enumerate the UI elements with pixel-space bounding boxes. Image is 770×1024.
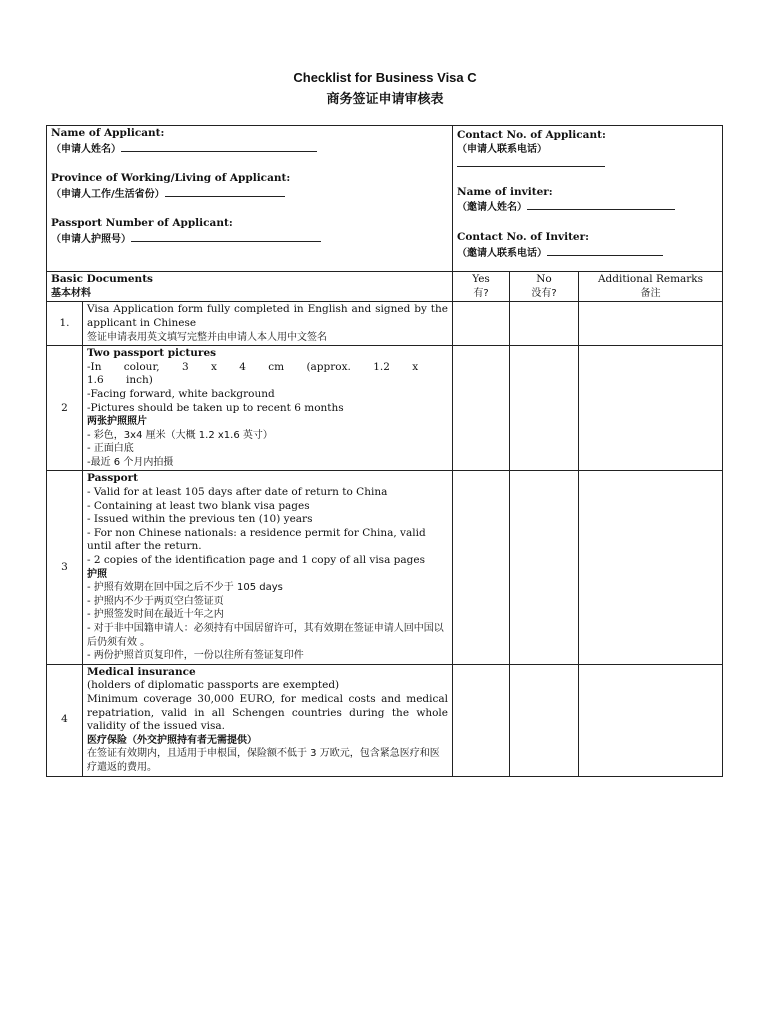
row-title: Two passport pictures <box>87 347 217 360</box>
row-title: Medical insurance <box>87 665 196 678</box>
row-text-line: (holders of diplomatic passports are exempted) <box>87 679 340 692</box>
header-no <box>510 272 579 302</box>
row-description <box>83 471 453 664</box>
table-row <box>47 664 723 776</box>
contact-applicant-label: Contact No. of Applicant: <box>457 129 606 141</box>
row-title-zh: 两张护照照片 <box>87 416 147 428</box>
row-text-line: - 2 copies of the identification page and 1 copy of all visa pages <box>87 554 425 567</box>
row-text-line-zh: - 护照内不少于两页空白签证页 <box>87 595 224 607</box>
name-of-applicant-label: Name of Applicant: <box>51 127 165 139</box>
row-title-zh: 医疗保险（外交护照持有者无需提供） <box>87 734 257 746</box>
passport-number-blank[interactable] <box>131 231 321 242</box>
row-title: Passport <box>87 472 138 485</box>
row-text-line-zh: -最近 6 个月内拍摄 <box>87 456 174 468</box>
row-text-line-zh: - 对于非中国籍申请人：必须持有中国居留许可，其有效期在签证申请人回中国以后仍须有效 。 <box>87 623 444 648</box>
row-description <box>83 302 453 346</box>
remarks-cell[interactable] <box>579 346 723 471</box>
row-text-line: Minimum coverage 30,000 EURO, for medical costs and medical repatriation, valid in all Schengen countries during the whole validity of the issued visa. <box>87 692 448 733</box>
yes-check-cell[interactable] <box>453 302 510 346</box>
header-yes-label: Yes <box>472 273 490 286</box>
no-check-cell[interactable] <box>510 664 579 776</box>
no-check-cell[interactable] <box>510 471 579 664</box>
province-blank[interactable] <box>165 186 285 197</box>
row-text-line-zh: - 正面白底 <box>87 443 134 455</box>
checklist-table <box>46 125 723 777</box>
table-header-row <box>47 272 723 302</box>
header-basic-docs-label: Basic Documents <box>51 273 153 286</box>
inviter-name-blank[interactable] <box>527 199 675 210</box>
remarks-cell[interactable] <box>579 302 723 346</box>
table-row <box>47 471 723 664</box>
name-of-applicant-label-zh: （申请人姓名） <box>51 143 121 155</box>
row-text-line: Visa Application form fully completed in English and signed by the applicant in Chinese <box>87 303 448 329</box>
yes-check-cell[interactable] <box>453 346 510 471</box>
inviter-contact-label-zh: （邀请人联系电话） <box>457 247 547 259</box>
row-description <box>83 664 453 776</box>
province-label: Province of Working/Living of Applicant: <box>51 172 291 185</box>
inviter-name-label-zh: （邀请人姓名） <box>457 202 527 214</box>
document-title-chinese: 商务签证申请审核表 <box>326 92 444 107</box>
header-remarks <box>579 272 723 302</box>
passport-number-label-zh: （申请人护照号） <box>51 233 131 245</box>
row-text-line: - Valid for at least 105 days after date of return to China <box>87 486 388 499</box>
row-text-line: - Issued within the previous ten (10) years <box>87 513 313 526</box>
row-text-line: - Containing at least two blank visa pages <box>87 499 310 512</box>
row-text-line-zh: - 两份护照首页复印件，一份以往所有签证复印件 <box>87 650 304 662</box>
row-number: 1. <box>47 302 83 346</box>
header-yes-label-zh: 有? <box>473 287 489 299</box>
yes-check-cell[interactable] <box>453 664 510 776</box>
header-remarks-label: Additional Remarks <box>597 273 704 286</box>
inviter-contact-label: Contact No. of Inviter: <box>457 230 590 243</box>
row-text-line-zh: 签证申请表用英文填写完整并由申请人本人用中文签名 <box>87 331 327 343</box>
row-text-line: -Pictures should be taken up to recent 6 months <box>87 401 344 414</box>
row-number: 4 <box>47 664 83 776</box>
no-check-cell[interactable] <box>510 346 579 471</box>
header-no-label-zh: 没有? <box>531 287 557 299</box>
header-remarks-label-zh: 备注 <box>640 287 661 299</box>
row-text-line-zh: - 彩色，3x4 厘米（大概 1.2 x1.6 英寸） <box>87 429 273 441</box>
yes-check-cell[interactable] <box>453 471 510 664</box>
row-number: 3 <box>47 471 83 664</box>
row-text-line: -Facing forward, white background <box>87 387 275 400</box>
contact-applicant-label-zh: （申请人联系电话） <box>457 143 547 155</box>
applicant-info-right <box>453 126 723 272</box>
row-description <box>83 346 453 471</box>
contact-applicant-blank[interactable] <box>457 156 605 167</box>
row-text-line-zh: - 护照签发时间在最近十年之内 <box>87 609 224 621</box>
row-number: 2 <box>47 346 83 471</box>
passport-number-label: Passport Number of Applicant: <box>51 217 233 230</box>
applicant-info-left <box>47 126 453 272</box>
row-title-zh: 护照 <box>87 568 107 580</box>
header-basic-docs-label-zh: 基本材料 <box>51 287 91 299</box>
row-text-line-zh: 在签证有效期内，且适用于申根国，保险额不低于 3 万欧元，包含紧急医疗和医疗遣返的费用。 <box>87 748 440 773</box>
document-title: Checklist for Business Visa C <box>293 70 477 85</box>
header-yes <box>453 272 510 302</box>
row-text-line: -In colour, 3 x 4 cm (approx. 1.2 x 1.6 inch) <box>87 360 419 387</box>
remarks-cell[interactable] <box>579 471 723 664</box>
header-no-label: No <box>536 273 552 286</box>
applicant-info-row <box>47 126 723 272</box>
table-row <box>47 302 723 346</box>
row-text-line-zh: - 护照有效期在回中国之后不少于 105 days <box>87 582 283 594</box>
inviter-contact-blank[interactable] <box>547 245 663 256</box>
header-basic-documents <box>47 272 453 302</box>
table-row <box>47 346 723 471</box>
row-text-line: - For non Chinese nationals: a residence permit for China, valid until after the return. <box>87 526 426 553</box>
province-label-zh: （申请人工作/生活省份） <box>51 188 165 200</box>
remarks-cell[interactable] <box>579 664 723 776</box>
no-check-cell[interactable] <box>510 302 579 346</box>
name-of-applicant-blank[interactable] <box>121 141 317 152</box>
inviter-name-label: Name of inviter: <box>457 185 553 198</box>
